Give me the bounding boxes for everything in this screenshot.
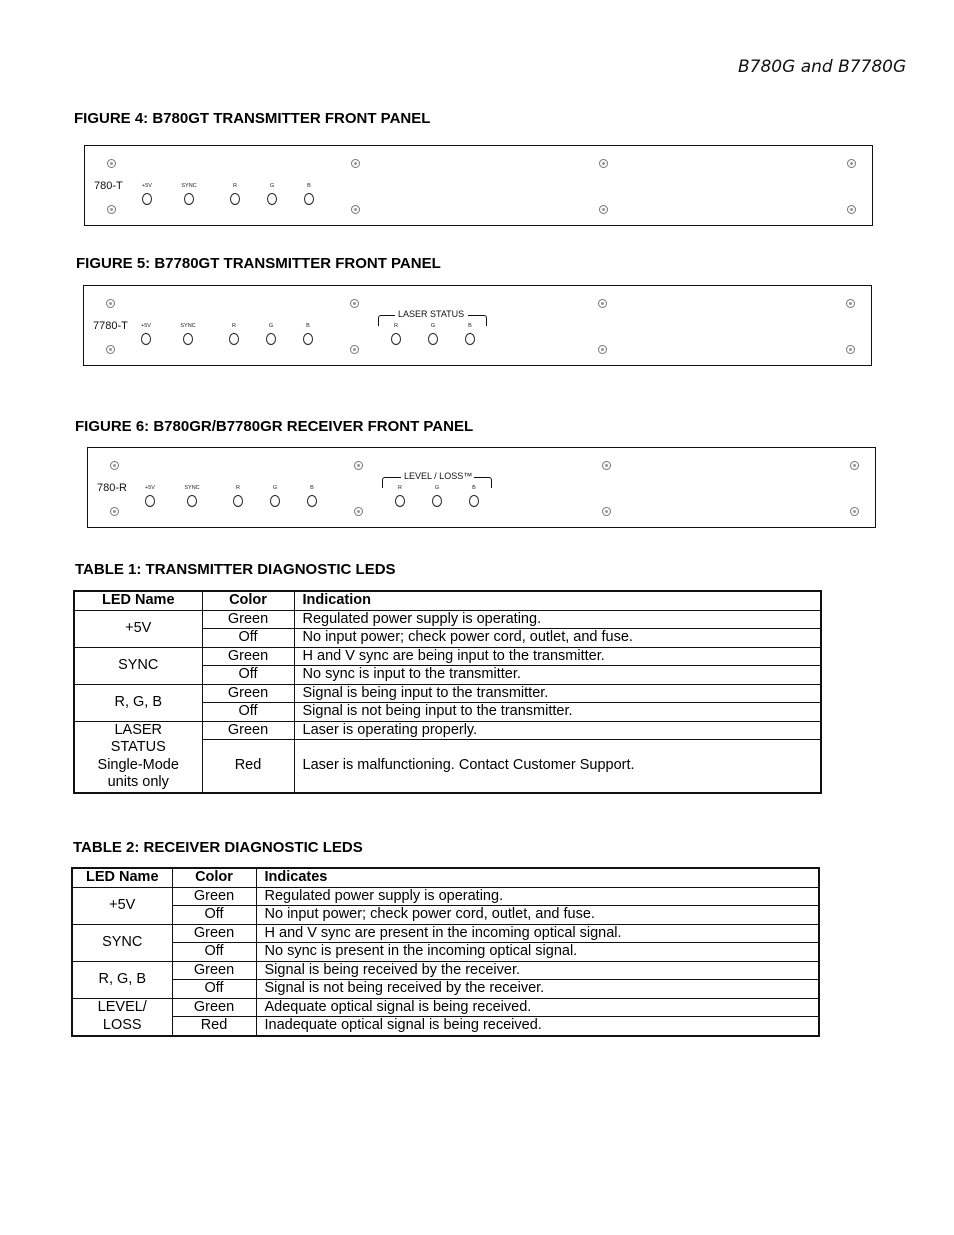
led-indicator-icon	[184, 193, 194, 205]
screw-icon	[602, 461, 611, 470]
led-indicator-icon	[465, 333, 475, 345]
laser-status-label: LASER STATUS	[398, 309, 465, 319]
table-row	[74, 684, 821, 703]
indication-cell: No sync is input to the transmitter.	[294, 666, 821, 685]
led-label: G	[434, 485, 440, 491]
color-cell: Green	[202, 610, 294, 629]
led-indicator-icon	[145, 495, 155, 507]
led-name-line: units only	[107, 774, 169, 790]
led-label: +5V	[142, 183, 152, 189]
led-name-cell: SYNC	[72, 924, 172, 961]
table-row	[72, 887, 819, 906]
led-label: B	[307, 183, 311, 189]
led-name-cell: R, G, B	[72, 961, 172, 998]
column-header: Indication	[294, 591, 821, 610]
table-row	[72, 924, 819, 943]
indication-cell: Signal is being received by the receiver.	[256, 961, 819, 980]
color-cell: Off	[202, 629, 294, 648]
color-cell: Green	[172, 998, 256, 1017]
indication-cell: Laser is operating properly.	[294, 721, 821, 740]
indication-cell: Regulated power supply is operating.	[294, 610, 821, 629]
level-loss-label: LEVEL / LOSS™	[404, 471, 473, 481]
table-row	[72, 943, 819, 962]
table-header-row	[72, 868, 819, 887]
color-cell: Green	[202, 684, 294, 703]
led-indicator-icon	[142, 193, 152, 205]
figure5-title: FIGURE 5: B7780GT TRANSMITTER FRONT PANEL	[76, 255, 441, 272]
led-name-line: LOSS	[102, 1016, 142, 1033]
screw-icon	[599, 159, 608, 168]
led-indicator-icon	[432, 495, 442, 507]
table-row	[72, 1017, 819, 1036]
led-label: +5V	[145, 485, 155, 491]
indication-cell: Laser is malfunctioning. Contact Customer Support.	[294, 740, 821, 793]
figure4-title: FIGURE 4: B780GT TRANSMITTER FRONT PANEL	[74, 110, 431, 127]
indication-cell: Regulated power supply is operating.	[256, 887, 819, 906]
led-indicator-icon	[230, 193, 240, 205]
figure4-front-panel	[84, 145, 873, 226]
led-label: B	[468, 323, 472, 329]
color-cell: Green	[202, 721, 294, 740]
color-cell: Green	[172, 961, 256, 980]
led-label: R	[233, 183, 237, 189]
led-name-cell: +5V	[72, 887, 172, 924]
figure5-front-panel	[83, 285, 872, 366]
screw-icon	[599, 205, 608, 214]
screw-icon	[847, 159, 856, 168]
indication-cell: No input power; check power cord, outlet, and fuse.	[256, 906, 819, 925]
indication-cell: Signal is being input to the transmitter.	[294, 684, 821, 703]
indication-cell: Signal is not being input to the transmitter.	[294, 703, 821, 722]
color-cell: Off	[202, 666, 294, 685]
led-label: B	[310, 485, 314, 491]
led-name-cell: SYNC	[74, 647, 202, 684]
led-label: SYNC	[184, 485, 200, 491]
led-label: G	[269, 183, 275, 189]
led-label: G	[268, 323, 274, 329]
document-header-title: B780G and B7780G	[738, 57, 907, 77]
column-header: Color	[202, 591, 294, 610]
screw-icon	[602, 507, 611, 516]
table-row	[74, 610, 821, 629]
color-cell: Green	[202, 647, 294, 666]
screw-icon	[351, 159, 360, 168]
screw-icon	[107, 159, 116, 168]
table2-title: TABLE 2: RECEIVER DIAGNOSTIC LEDS	[73, 839, 363, 856]
led-indicator-icon	[428, 333, 438, 345]
screw-icon	[598, 345, 607, 354]
indication-cell: No input power; check power cord, outlet, and fuse.	[294, 629, 821, 648]
led-indicator-icon	[395, 495, 405, 507]
screw-icon	[351, 205, 360, 214]
column-header: Color	[172, 868, 256, 887]
led-name-line: STATUS	[110, 739, 166, 755]
led-indicator-icon	[266, 333, 276, 345]
led-indicator-icon	[267, 193, 277, 205]
screw-icon	[350, 299, 359, 308]
led-name-line: Single-Mode	[97, 756, 179, 773]
screw-icon	[846, 345, 855, 354]
screw-icon	[106, 345, 115, 354]
led-indicator-icon	[233, 495, 243, 507]
led-indicator-icon	[270, 495, 280, 507]
color-cell: Off	[172, 980, 256, 999]
color-cell: Off	[172, 943, 256, 962]
table-row	[72, 998, 819, 1017]
table-row	[72, 906, 819, 925]
led-indicator-icon	[469, 495, 479, 507]
column-header: LED Name	[74, 591, 202, 610]
figure6-title: FIGURE 6: B780GR/B7780GR RECEIVER FRONT PANEL	[75, 418, 474, 435]
led-label: SYNC	[181, 183, 197, 189]
screw-icon	[354, 507, 363, 516]
led-name-line: LEVEL/	[97, 999, 147, 1015]
led-label: G	[430, 323, 436, 329]
screw-icon	[106, 299, 115, 308]
led-label: R	[394, 323, 398, 329]
led-indicator-icon	[183, 333, 193, 345]
table-row	[74, 647, 821, 666]
screw-icon	[107, 205, 116, 214]
led-label: B	[306, 323, 310, 329]
transmitter-diagnostic-table	[73, 590, 822, 794]
screw-icon	[350, 345, 359, 354]
led-indicator-icon	[229, 333, 239, 345]
led-name-cell	[74, 721, 202, 793]
screw-icon	[846, 299, 855, 308]
table-row	[72, 980, 819, 999]
led-label: G	[272, 485, 278, 491]
panel-model-label: 7780-T	[93, 320, 128, 332]
led-label: SYNC	[180, 323, 196, 329]
led-name-cell: R, G, B	[74, 684, 202, 721]
led-label: R	[232, 323, 236, 329]
panel-model-label: 780-T	[94, 180, 123, 192]
screw-icon	[847, 205, 856, 214]
led-name-cell: +5V	[74, 610, 202, 647]
color-cell: Green	[172, 887, 256, 906]
screw-icon	[110, 507, 119, 516]
table-row	[72, 961, 819, 980]
led-label: R	[236, 485, 240, 491]
column-header: LED Name	[72, 868, 172, 887]
receiver-diagnostic-table	[71, 867, 820, 1037]
led-name-line: LASER	[114, 721, 163, 738]
color-cell: Red	[172, 1017, 256, 1036]
column-header: Indicates	[256, 868, 819, 887]
led-name-cell	[72, 998, 172, 1036]
led-indicator-icon	[141, 333, 151, 345]
indication-cell: No sync is present in the incoming optical signal.	[256, 943, 819, 962]
color-cell: Off	[202, 703, 294, 722]
table-row	[74, 721, 821, 740]
color-cell: Red	[202, 740, 294, 793]
led-label: B	[472, 485, 476, 491]
screw-icon	[850, 507, 859, 516]
color-cell: Off	[172, 906, 256, 925]
indication-cell: H and V sync are present in the incoming optical signal.	[256, 924, 819, 943]
led-indicator-icon	[304, 193, 314, 205]
table1-title: TABLE 1: TRANSMITTER DIAGNOSTIC LEDS	[75, 561, 396, 578]
led-indicator-icon	[391, 333, 401, 345]
color-cell: Green	[172, 924, 256, 943]
screw-icon	[598, 299, 607, 308]
led-indicator-icon	[307, 495, 317, 507]
figure6-front-panel	[87, 447, 876, 528]
panel-model-label: 780-R	[97, 482, 127, 494]
led-label: +5V	[141, 323, 151, 329]
led-label: R	[398, 485, 402, 491]
led-indicator-icon	[303, 333, 313, 345]
table-header-row	[74, 591, 821, 610]
screw-icon	[850, 461, 859, 470]
led-indicator-icon	[187, 495, 197, 507]
indication-cell: Inadequate optical signal is being received.	[256, 1017, 819, 1036]
indication-cell: Adequate optical signal is being received.	[256, 998, 819, 1017]
screw-icon	[110, 461, 119, 470]
indication-cell: Signal is not being received by the receiver.	[256, 980, 819, 999]
screw-icon	[354, 461, 363, 470]
indication-cell: H and V sync are being input to the transmitter.	[294, 647, 821, 666]
